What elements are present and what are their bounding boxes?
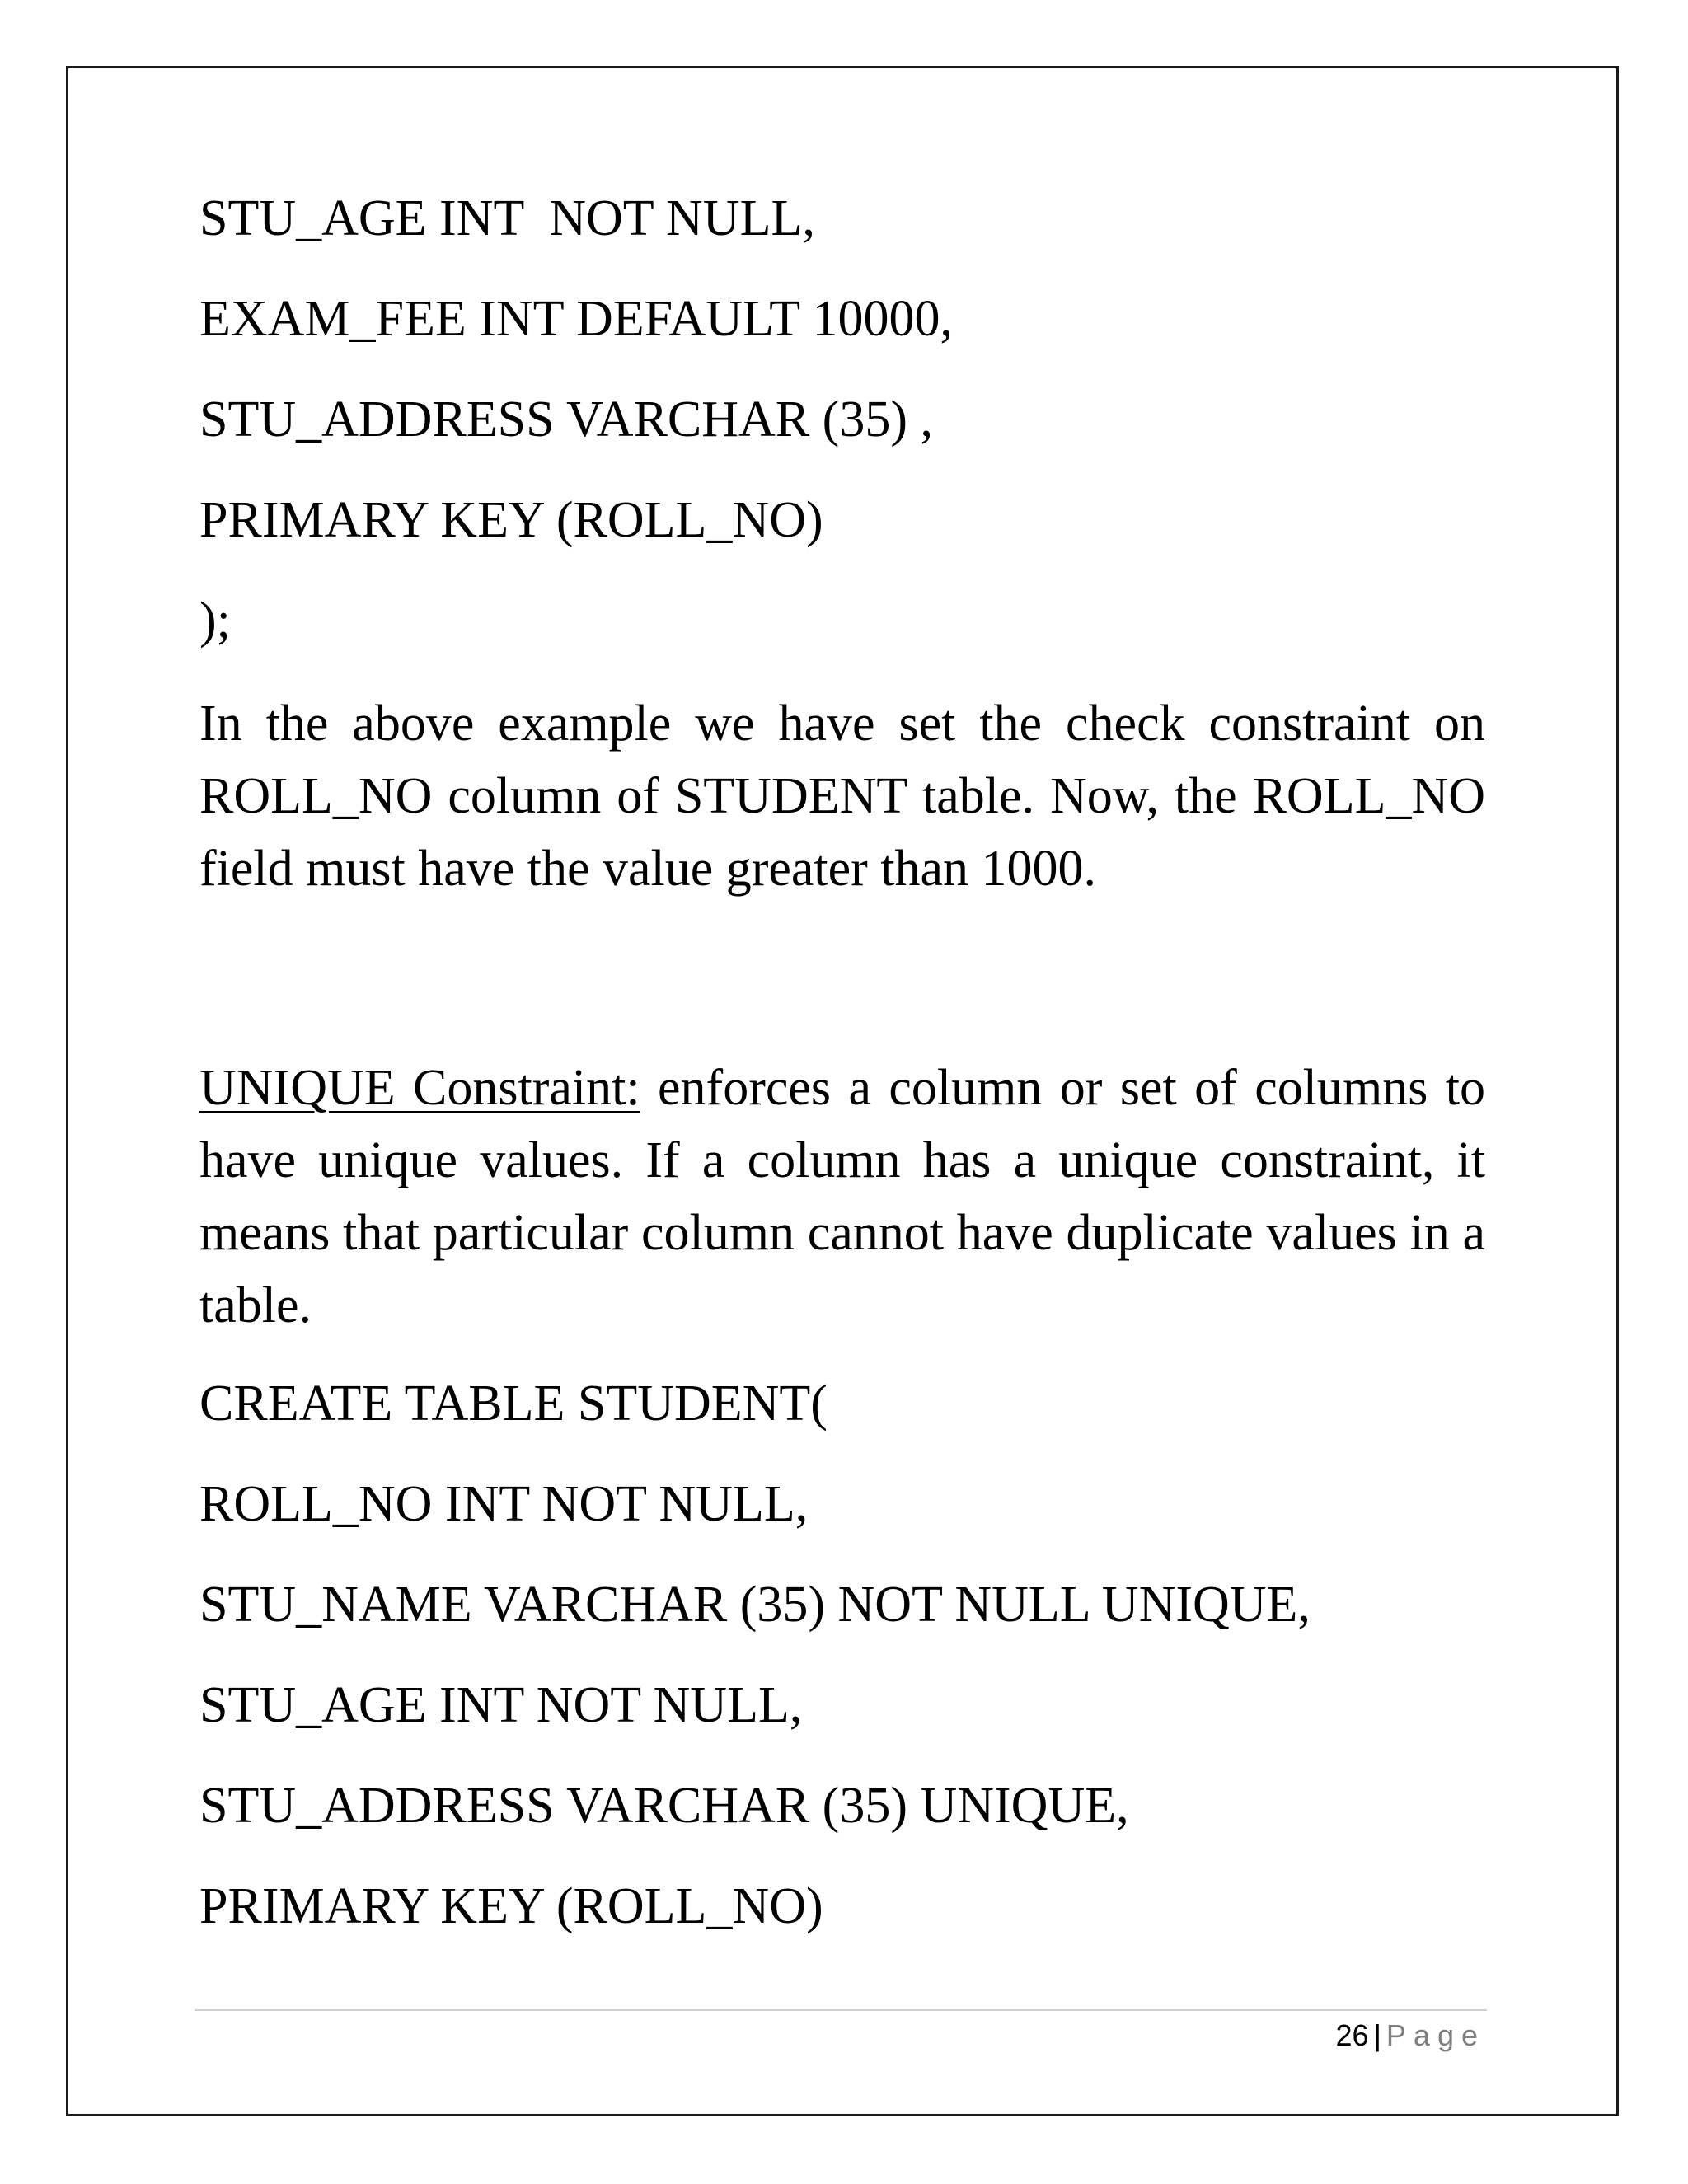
code-line: STU_ADDRESS VARCHAR (35) , <box>199 391 933 448</box>
code-line: PRIMARY KEY (ROLL_NO) <box>199 1878 823 1934</box>
code-line: EXAM_FEE INT DEFAULT 10000, <box>199 291 953 347</box>
code-line: ); <box>199 593 231 649</box>
unique-constraint-paragraph <box>199 1052 1485 1342</box>
page-content <box>199 188 1485 1976</box>
code-line: CREATE TABLE STUDENT( <box>199 1376 828 1432</box>
code-line: STU_NAME VARCHAR (35) NOT NULL UNIQUE, <box>199 1577 1311 1633</box>
code-line: PRIMARY KEY (ROLL_NO) <box>199 492 823 548</box>
code-line: STU_ADDRESS VARCHAR (35) UNIQUE, <box>199 1778 1129 1834</box>
unique-constraint-term: UNIQUE Constraint: <box>199 1060 640 1116</box>
footer-separator: | <box>1373 2018 1381 2052</box>
page-number: 26 <box>1335 2018 1369 2052</box>
page-label: Page <box>1386 2018 1485 2052</box>
unique-constraint-description: enforces a column or set of columns to have unique values. If a column has a unique constraint, it means that particular column cannot have duplicate values in a table. <box>199 1060 1486 1333</box>
footer-divider <box>195 2009 1487 2011</box>
page-footer <box>1336 2016 1485 2055</box>
code-line: STU_AGE INT NOT NULL, <box>199 1677 803 1733</box>
code-line: ROLL_NO INT NOT NULL, <box>199 1476 809 1532</box>
check-constraint-paragraph: In the above example we have set the check constraint on ROLL_NO column of STUDENT table. Now, the ROLL_NO field must have the value greater than 1000. <box>199 696 1485 897</box>
code-line: STU_AGE INT NOT NULL, <box>199 190 815 246</box>
